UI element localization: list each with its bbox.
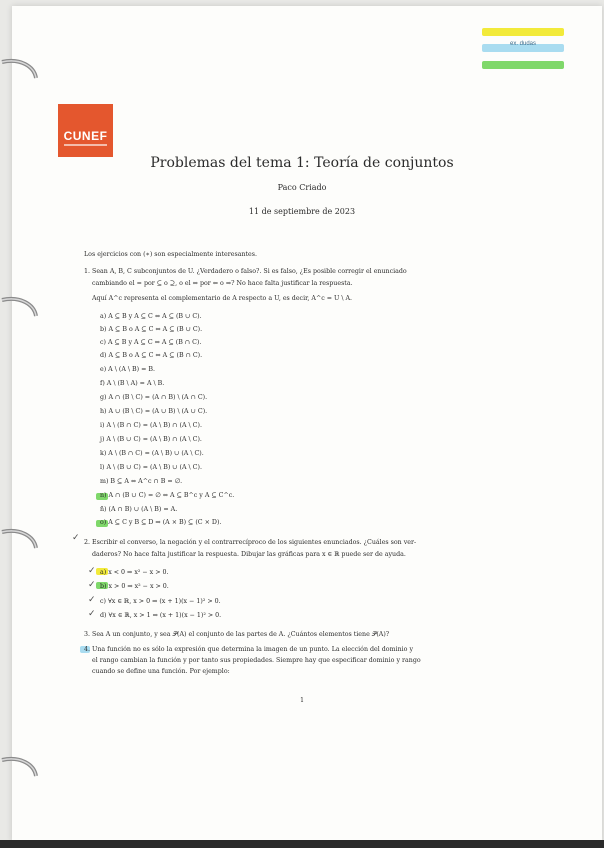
- logo-text: CUNEF: [63, 129, 108, 143]
- problem-2-item: b) x > 0 ⇒ x² − x > 0.: [100, 583, 169, 590]
- problem-1-item: g) A ∩ (B \ C) = (A ∩ B) \ (A ∩ C).: [100, 394, 208, 401]
- problem-1-item: f) A \ (B \ A) = A \ B.: [100, 380, 165, 387]
- problem-1-item: n) A ∩ (B ∪ C) = ∅ ⇔ A ⊆ B^c y A ⊆ C^c.: [100, 492, 235, 499]
- binder-ring-3: [0, 528, 40, 554]
- sticky-tab-yellow[interactable]: [482, 28, 564, 36]
- problem-1-item: a) A ⊆ B y A ⊆ C ⇔ A ⊆ (B ∪ C).: [100, 313, 202, 320]
- intro-text: Los ejercicios con (∗) son especialmente interesantes.: [84, 251, 258, 258]
- sticky-tab-blue[interactable]: [482, 41, 564, 52]
- problem-1-item: b) A ⊆ B o A ⊆ C ⇔ A ⊆ (B ∪ C).: [100, 326, 203, 333]
- problem-1-item: ñ) (A ∩ B) ∪ (A \ B) = A.: [100, 506, 178, 513]
- problem-2-item: a) x < 0 ⇒ x² − x > 0.: [100, 569, 169, 576]
- bottom-edge: [0, 840, 604, 848]
- problem-1-item: h) A ∪ (B \ C) = (A ∪ B) \ (A ∪ C).: [100, 408, 208, 415]
- checkmark-icon: ✓: [88, 595, 96, 605]
- problem-2-item: d) ∀x ∈ ℝ, x > 1 ⇒ (x + 1)(x − 1)² > 0.: [100, 612, 222, 619]
- problem-1-item: k) A \ (B ∩ C) = (A \ B) ∪ (A \ C).: [100, 450, 204, 457]
- problem-4-line-3: cuando se define una función. Por ejemplo:: [92, 668, 230, 675]
- author: Paco Criado: [277, 183, 327, 192]
- cunef-logo: [58, 104, 113, 157]
- page-title: Problemas del tema 1: Teoría de conjuntos: [150, 155, 454, 171]
- problem-2-item: c) ∀x ∈ ℝ, x > 0 ⇒ (x + 1)(x − 1)² > 0.: [100, 598, 221, 605]
- problem-2-line-2: daderos? No hace falta justificar la respuesta. Dibujar las gráficas para x ∈ ℝ puede ser de ayuda.: [92, 551, 406, 558]
- checkmark-icon: ✓: [72, 533, 80, 543]
- problem-3: 3. Sea A un conjunto, y sea 𝒫(A) el conjunto de las partes de A. ¿Cuántos elementos tiene 𝒫(A)?: [84, 631, 390, 638]
- checkmark-icon: ✓: [88, 609, 96, 619]
- page-number: 1: [300, 697, 304, 704]
- checkmark-icon: ✓: [88, 580, 96, 590]
- problem-1-line-3: Aquí A^c representa el complementario de A respecto a U, es decir, A^c = U \ A.: [92, 295, 353, 302]
- problem-4-line-2: el rango cambian la función y por tanto sus propiedades. Siempre hay que especificar dominio y rango: [92, 657, 421, 664]
- problem-4-line-1: 4. Una función no es sólo la expresión que determina la imagen de un punto. La elección del dominio y: [84, 646, 414, 653]
- sticky-tab-label: ex. dudas: [509, 41, 537, 47]
- problem-1-item: d) A ⊆ B o A ⊆ C ⇔ A ⊆ (B ∩ C).: [100, 352, 203, 359]
- logo-underline: [64, 144, 107, 146]
- binder-ring-1: [0, 58, 40, 84]
- problem-1-item: c) A ⊆ B y A ⊆ C ⇔ A ⊆ (B ∩ C).: [100, 339, 202, 346]
- problem-1-item: e) A \ (A \ B) = B.: [100, 366, 155, 373]
- problem-1-item: m) B ⊆ A ⇔ A^c ∩ B = ∅.: [100, 478, 183, 485]
- problem-1-item: i) A \ (B ∩ C) = (A \ B) ∩ (A \ C).: [100, 422, 202, 429]
- problem-1-item: l) A \ (B ∪ C) = (A \ B) ∪ (A \ C).: [100, 464, 202, 471]
- checkmark-icon: ✓: [88, 566, 96, 576]
- problem-1-item: j) A \ (B ∪ C) = (A \ B) ∩ (A \ C).: [100, 436, 202, 443]
- binder-ring-4: [0, 756, 40, 782]
- binder-ring-2: [0, 296, 40, 322]
- problem-1-line-2: cambiando el = por ⊆ o ⊇, o el ⇔ por ⇐ o ⇒? No hace falta justificar la respuesta.: [92, 280, 353, 287]
- date: 11 de septiembre de 2023: [248, 207, 356, 216]
- sticky-tab-green[interactable]: [482, 61, 564, 69]
- problem-1-line-1: 1. Sean A, B, C subconjuntos de U. ¿Verdadero o falso?. Si es falso, ¿Es posible corregir el enunciado: [84, 268, 407, 275]
- problem-1-item: o) A ⊆ C y B ⊆ D ⇒ (A × B) ⊆ (C × D).: [100, 519, 222, 526]
- problem-2-line-1: 2. Escribir el converso, la negación y el contrarrecíproco de los siguientes enunciados. ¿Cuáles son ver-: [84, 539, 417, 546]
